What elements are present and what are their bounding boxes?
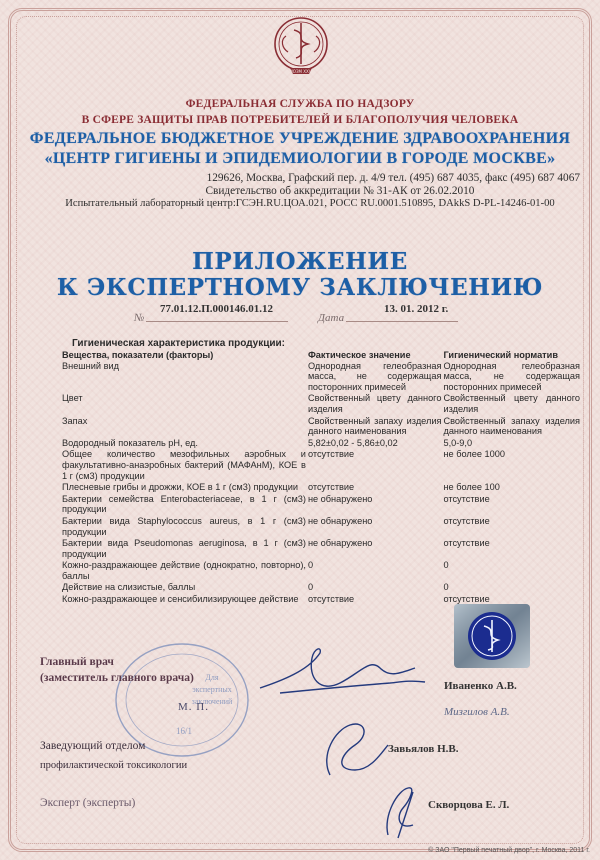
norm-cell: не более 100 [443, 482, 500, 493]
deputy-label: (заместитель главного врача) [40, 672, 194, 684]
actual-value-cell: отсутствие [307, 449, 355, 460]
chief-doctor-label: Главный врач [40, 656, 114, 668]
svg-text:заключений: заключений [191, 697, 233, 706]
accreditation-line: Свидетельство об аккредитации № 31-АК от 26.02.2010 [205, 185, 475, 197]
indicator-cell: Бактерии вида Staphylococcus aureus, в 1 г (см3) продукции [62, 515, 306, 537]
hologram-seal [454, 604, 530, 668]
norm-cell: отсутствие [443, 594, 490, 605]
head-signature [310, 715, 400, 785]
svg-text:16/1: 16/1 [175, 726, 193, 736]
table-header-row [62, 350, 582, 361]
agency-line-1: ФЕДЕРАЛЬНАЯ СЛУЖБА ПО НАДЗОРУ [185, 98, 415, 110]
indicator-cell: Кожно-раздражающее и сенсибилизирующее действие [62, 594, 299, 605]
norm-cell: отсутствие [443, 493, 490, 504]
emblem-logo [270, 14, 332, 78]
document-title-line-2: К ЭКСПЕРТНОМУ ЗАКЛЮЧЕНИЮ [56, 274, 544, 301]
norm-cell: отсутствие [443, 538, 490, 549]
indicator-cell: Действие на слизистые, баллы [62, 582, 196, 593]
department-name: профилактической токсикологии [40, 760, 188, 771]
indicator-cell: Плесневые грибы и дрожжи, КОЕ в 1 г (см3) продукции [62, 482, 298, 493]
table-row [62, 538, 582, 560]
norm-cell: Однородная гелеобразная масса, не содержащая посторонних примесей [443, 360, 580, 392]
expert-name: Скворцова Е. Л. [428, 799, 510, 811]
norm-cell: отсутствие [443, 515, 490, 526]
actual-value-cell: Свойственный цвету данного изделия [307, 393, 442, 414]
table-row [62, 361, 582, 394]
organization-line-2: «ЦЕНТР ГИГИЕНЫ И ЭПИДЕМИОЛОГИИ В ГОРОДЕ МОСКВЕ» [44, 150, 556, 167]
norm-cell: Свойственный цвету данного изделия [443, 393, 580, 414]
agency-line-2: В СФЕРЕ ЗАЩИТЫ ПРАВ ПОТРЕБИТЕЛЕЙ И БЛАГОПОЛУЧИЯ ЧЕЛОВЕКА [81, 114, 519, 126]
expert-label: Эксперт (эксперты) [40, 797, 136, 809]
department-head-label: Заведующий отделом [40, 740, 146, 752]
date-label: Дата [318, 312, 345, 324]
svg-text:Для: Для [205, 673, 219, 682]
actual-value-cell: отсутствие [307, 482, 355, 493]
department-head-name: Завьялов Н.В. [388, 743, 459, 755]
document-title-line-1: ПРИЛОЖЕНИЕ [192, 248, 408, 275]
printer-footnote: © ЗАО "Первый печатный двор", г. Москва, 2011 г. [428, 847, 590, 854]
indicator-cell: Кожно-раздражающее действие (однократно, повторно), баллы [62, 560, 306, 581]
laboratory-line: Испытательный лабораторный центр:ГСЭН.RU.ЦОА.021, РОСС RU.0001.510895, DAkkS D-PL-14246-01-00 [65, 198, 555, 209]
table-row [62, 393, 582, 415]
header-hygienic-norm: Гигиенический норматив [443, 350, 558, 360]
actual-value-cell: Однородная гелеобразная масса, не содержащая посторонних примесей [307, 360, 442, 392]
norm-cell: Свойственный запаху изделия данного наименования [443, 415, 580, 437]
actual-value-cell: отсутствие [307, 594, 355, 605]
table-row [62, 416, 582, 438]
expert-conclusion-number: 77.01.12.П.000146.01.12 [160, 303, 274, 315]
actual-value-cell: 5,82±0,02 - 5,86±0,02 [307, 437, 398, 448]
svg-text:МОЗМ ХХVI: МОЗМ ХХVI [289, 69, 313, 74]
date-value: 13. 01. 2012 г. [384, 303, 449, 315]
chief-signature [250, 638, 440, 708]
header-actual-value: Фактическое значение [307, 350, 411, 360]
actual-value-cell: не обнаружено [307, 515, 373, 526]
indicator-cell: Водородный показатель рН, ед. [62, 437, 198, 448]
indicator-cell: Внешний вид [62, 360, 119, 371]
table-row [62, 494, 582, 516]
table-row [62, 438, 582, 450]
organization-line-1: ФЕДЕРАЛЬНОЕ БЮДЖЕТНОЕ УЧРЕЖДЕНИЕ ЗДРАВООХРАНЕНИЯ [29, 130, 571, 147]
table-row [62, 582, 582, 594]
actual-value-cell: не обнаружено [307, 493, 373, 504]
actual-value-cell: 0 [307, 560, 314, 571]
characteristics-table [62, 350, 582, 606]
table-row [62, 560, 582, 582]
table-row [62, 482, 582, 494]
norm-cell: 0 [443, 560, 449, 571]
norm-cell: 0 [443, 582, 449, 593]
mp-label: М. П. [178, 701, 209, 713]
header-indicator: Вещества, показатели (факторы) [62, 350, 214, 360]
section-title: Гигиеническая характеристика продукции: [72, 338, 286, 349]
norm-cell: 5,0-9,0 [443, 437, 473, 448]
actual-value-cell: Свойственный запаху изделия данного наименования [307, 415, 442, 437]
address-line: 129626, Москва, Графский пер. д. 4/9 тел. (495) 687 4035, факс (495) 687 4067 [206, 172, 580, 184]
table-row [62, 516, 582, 538]
indicator-cell: Бактерии вида Pseudomonas aeruginosa, в 1 г (см3) продукции [62, 538, 306, 559]
norm-cell: не более 1000 [443, 449, 505, 460]
svg-text:экспертных: экспертных [192, 685, 232, 694]
number-label: № [134, 312, 145, 324]
indicator-cell: Бактерии семейства Enterobacteriaceae, в 1 г (см3) продукции [62, 493, 306, 515]
chief-doctor-name: Иваненко А.В. [444, 680, 517, 692]
indicator-cell: Запах [62, 415, 88, 426]
table-row [62, 449, 582, 482]
actual-value-cell: 0 [307, 582, 314, 593]
indicator-cell: Общее количество мезофильных аэробных и факультативно-анаэробных бактерий (МАФАнМ), КОЕ в 1 г (см3) продукции [62, 449, 306, 481]
deputy-name: Мизгилов А.В. [444, 706, 510, 718]
indicator-cell: Цвет [62, 393, 83, 404]
actual-value-cell: не обнаружено [307, 538, 373, 549]
